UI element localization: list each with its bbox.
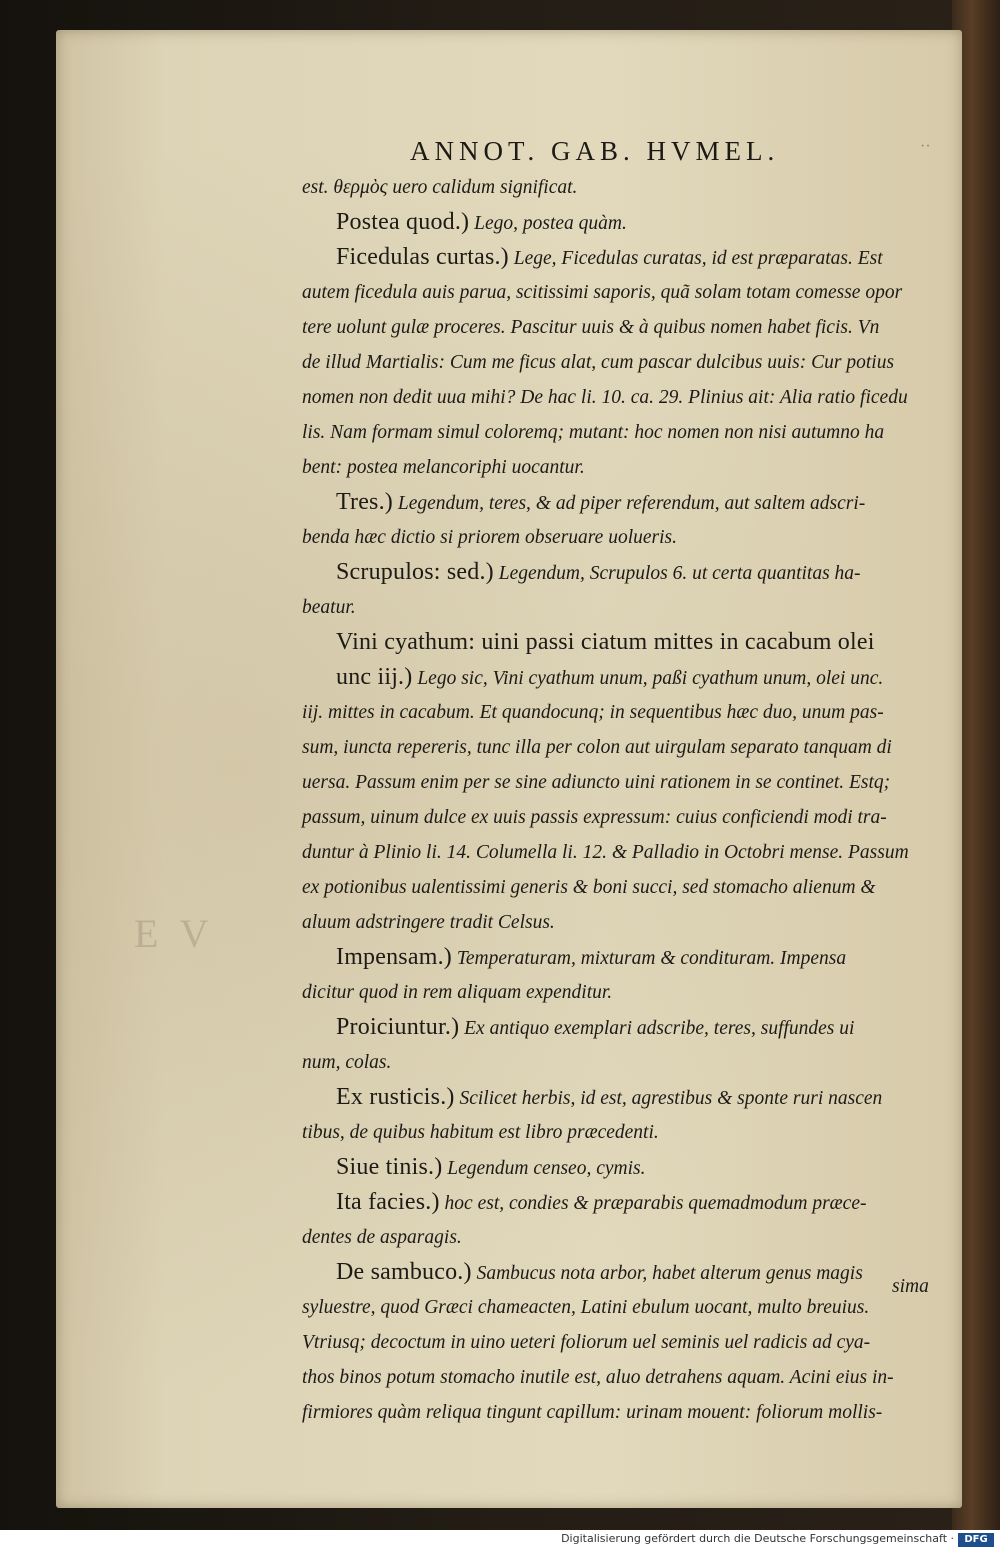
text-line [302,205,952,240]
lemma: Postea quod.) [336,209,470,235]
text-line [302,1045,952,1080]
commentary-text: Vtriusq; decoctum in uino ueteri foliorum uel seminis uel radicis ad cya- [302,1332,871,1353]
commentary-text: beatur. [302,597,356,618]
commentary-text: Scilicet herbis, id est, agrestibus & sponte ruri nascen [459,1088,883,1109]
text-line [302,1360,952,1395]
text-line [302,555,952,590]
commentary-text: ex potionibus ualentissimi generis & boni succi, sed stomacho alienum & [302,877,876,898]
lemma: Siue tinis.) [336,1154,443,1180]
commentary-text: Legendum, Scrupulos 6. ut certa quantitas ha- [498,563,861,584]
commentary-text: duntur à Plinio li. 14. Columella li. 12. & Palladio in Octobri mense. Passum [302,842,909,863]
commentary-text: tibus, de quibus habitum est libro præcedenti. [302,1122,659,1143]
commentary-text: dicitur quod in rem aliquam expenditur. [302,982,613,1003]
text-line [302,730,952,765]
commentary-text: Lego, postea quàm. [474,213,627,234]
lemma: unc iij.) [336,664,413,690]
text-line [302,695,952,730]
text-line [302,625,952,660]
text-line [302,170,952,205]
commentary-text: nomen non dedit uua mihi? De hac li. 10. ca. 29. Plinius ait: Alia ratio ficedu [302,387,908,408]
text-line [302,835,952,870]
lemma: Ex rusticis.) [336,1084,455,1110]
text-line [302,415,952,450]
commentary-text: iij. mittes in cacabum. Et quandocunq; in sequentibus hæc duo, unum pas- [302,702,884,723]
text-line [302,520,952,555]
text-line [302,485,952,520]
show-through-letters: E V [134,911,215,956]
lemma: Proiciuntur.) [336,1014,460,1040]
catchword: sima [892,1276,929,1297]
annotation-text-block [302,170,952,1430]
text-line [302,870,952,905]
text-line [302,380,952,415]
text-line [302,660,952,695]
commentary-text: hoc est, condies & præparabis quemadmodum præce- [444,1193,867,1214]
text-line [302,450,952,485]
commentary-text: benda hæc dictio si priorem obseruare uolueris. [302,527,677,548]
lemma: De sambuco.) [336,1259,472,1285]
lemma: Ita facies.) [336,1189,440,1215]
text-line [302,765,952,800]
text-line [302,345,952,380]
commentary-text: Lege, Ficedulas curatas, id est præparatas. Est [513,248,883,269]
commentary-text: lis. Nam formam simul coloremq; mutant: hoc nomen non nisi autumno ha [302,422,885,443]
commentary-text: bent: postea melancoriphi uocantur. [302,457,585,478]
text-line [302,905,952,940]
text-line [302,1115,952,1150]
dfg-logo: DFG [958,1533,994,1547]
lemma: Scrupulos: sed.) [336,559,494,585]
lemma: Ficedulas curtas.) [336,244,509,270]
commentary-text: passum, uinum dulce ex uuis passis expressum: cuius conficiendi modi tra- [302,807,887,828]
text-line [302,1080,952,1115]
text-line [302,1255,952,1290]
lemma: Impensam.) [336,944,452,970]
commentary-text: Legendum, teres, & ad piper referendum, aut saltem adscri- [397,493,866,514]
text-line [302,1010,952,1045]
commentary-text: Lego sic, Vini cyathum unum, paßi cyathum unum, olei unc. [417,668,884,689]
text-line [302,1395,952,1430]
commentary-text: Ex antiquo exemplari adscribe, teres, suffundes ui [464,1018,855,1039]
text-line [302,800,952,835]
lemma: Tres.) [336,489,393,515]
text-line [302,240,952,275]
commentary-text: Legendum censeo, cymis. [447,1158,646,1179]
text-line [302,1290,952,1325]
commentary-text: autem ficedula auis parua, scitissimi saporis, quã solam totam comesse opor [302,282,903,303]
commentary-text: Sambucus nota arbor, habet alterum genus magis [476,1263,863,1284]
commentary-text: dentes de asparagis. [302,1227,462,1248]
text-line [302,310,952,345]
commentary-text: firmiores quàm reliqua tingunt capillum: urinam mouent: foliorum mollis- [302,1402,883,1423]
commentary-text: uersa. Passum enim per se sine adiuncto uini rationem in se continet. Estq; [302,772,891,793]
text-line [302,975,952,1010]
digitization-credit: Digitalisierung gefördert durch die Deutsche Forschungsgemeinschaft · [561,1532,954,1545]
text-line [302,275,952,310]
text-line [302,1150,952,1185]
commentary-text: tere uolunt gulæ proceres. Pascitur uuis & à quibus nomen habet ficis. Vn [302,317,880,338]
commentary-text: syluestre, quod Græci chameacten, Latini ebulum uocant, multo breuius. [302,1297,870,1318]
text-line [302,1220,952,1255]
text-line [302,940,952,975]
text-line [302,1325,952,1360]
commentary-text: sum, iuncta repereris, tunc illa per colon aut uirgulam separato tanquam di [302,737,892,758]
commentary-text: thos binos potum stomacho inutile est, aluo detrahens aquam. Acini eius in- [302,1367,894,1388]
commentary-text: Temperaturam, mixturam & condituram. Impensa [456,948,847,969]
commentary-text: num, colas. [302,1052,392,1073]
text-line [302,1185,952,1220]
commentary-text: est. θερμὸς uero calidum significat. [302,177,578,198]
text-line [302,590,952,625]
corner-mark: ·· [920,138,931,155]
running-title: ANNOT. GAB. HVMEL. [410,136,780,166]
footer-bar [0,1530,1000,1550]
lemma: Vini cyathum: uini passi ciatum mittes in cacabum olei [336,629,875,655]
commentary-text: aluum adstringere tradit Celsus. [302,912,555,933]
commentary-text: de illud Martialis: Cum me ficus alat, cum pascar dulcibus uuis: Cur potius [302,352,895,373]
